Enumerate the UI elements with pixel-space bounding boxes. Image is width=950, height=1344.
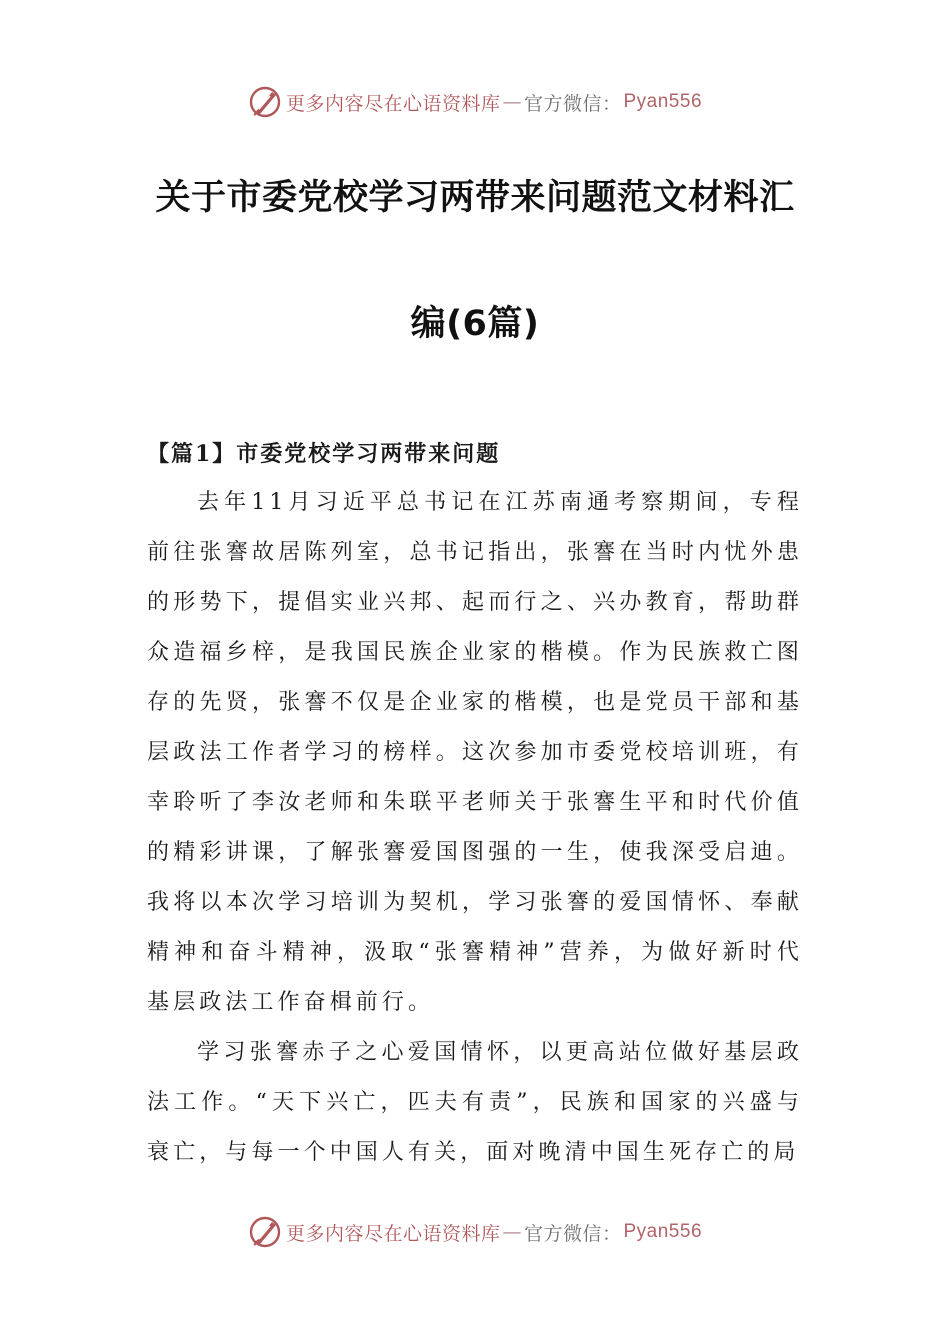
banner-wechat-id: Pyan556 bbox=[623, 1221, 703, 1242]
section-heading: 【篇1】市委党校学习两带来问题 bbox=[147, 441, 501, 467]
header-banner bbox=[0, 82, 950, 122]
banner-wechat-label: 官方微信： bbox=[523, 1222, 622, 1245]
quill-pen-logo-icon bbox=[248, 85, 282, 119]
banner-brand-text: 更多内容尽在心语资料库 bbox=[285, 92, 501, 115]
footer-banner bbox=[0, 1212, 950, 1252]
body-paragraph-1: 去年11月习近平总书记在江苏南通考察期间，专程前往张謇故居陈列室，总书记指出，张謇在当时内忧外患的形势下，提倡实业兴邦、起而行之、兴办教育，帮助群众造福乡梓，是我国民族企业家的楷模。作为民族救亡图存的先贤，张謇不仅是企业家的楷模，也是党员干部和基层政法工作者学习的榜样。这次参加市委党校培训班，有幸聆听了李汝老师和朱联平老师关于张謇生平和时代价值的精彩讲课，了解张謇爱国图强的一生，使我深受启迪。我将以本次学习培训为契机，学习张謇的爱国情怀、奉献精神和奋斗精神，汲取“张謇精神”营养，为做好新时代基层政法工作奋楫前行。 bbox=[147, 490, 803, 1015]
document-title-line-1: 关于市委党校学习两带来问题范文材料汇 bbox=[155, 178, 795, 218]
body-paragraph-2: 学习张謇赤子之心爱国情怀，以更高站位做好基层政法工作。“天下兴亡，匹夫有责”，民族和国家的兴盛与衰亡，与每一个中国人有关，面对晚清中国生死存亡的局 bbox=[147, 1040, 803, 1165]
banner-brand-text: 更多内容尽在心语资料库 bbox=[285, 1222, 501, 1245]
document-title-line-2: 编(6篇) bbox=[410, 304, 540, 344]
banner-dash: — bbox=[502, 1221, 522, 1243]
banner-wechat-id: Pyan556 bbox=[623, 91, 703, 112]
banner-dash: — bbox=[502, 91, 522, 113]
quill-pen-logo-icon bbox=[248, 1215, 282, 1249]
banner-wechat-label: 官方微信： bbox=[523, 92, 622, 115]
